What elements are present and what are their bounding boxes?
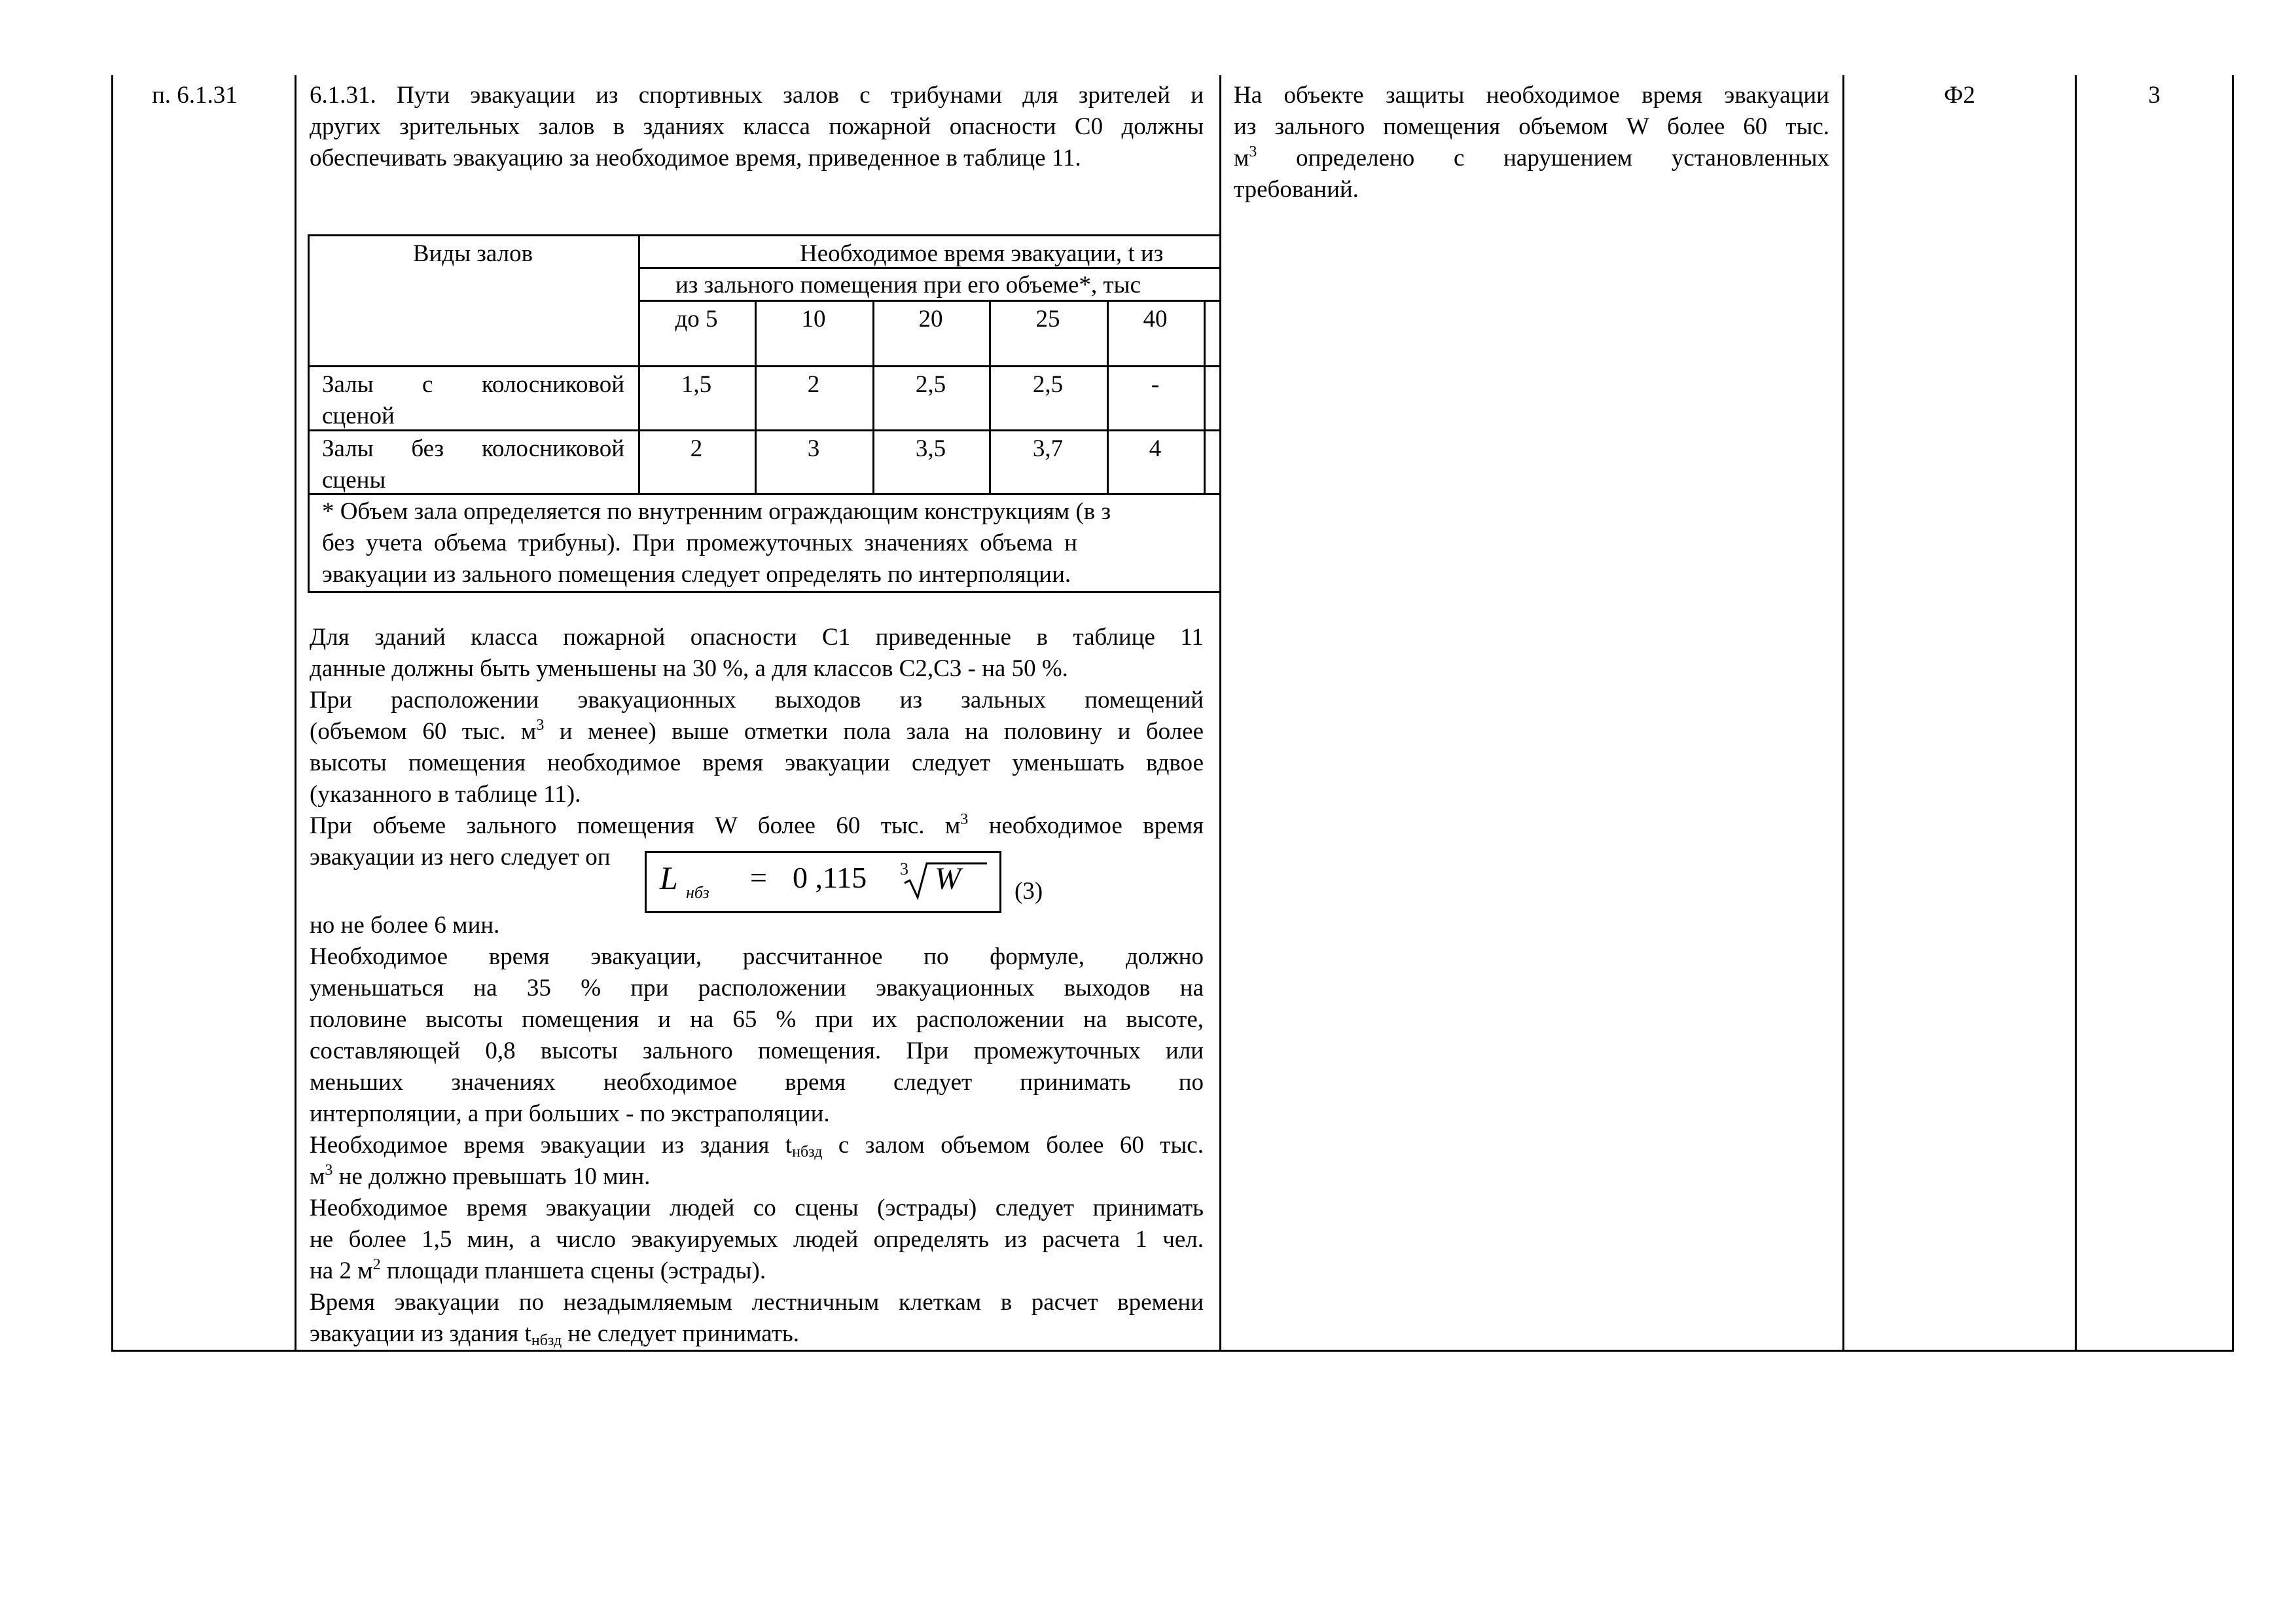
- p5-line-1: Необходимое время эвакуации из здания $t_{нбзд}$ с залом объемом более 60 тыс.: [310, 1132, 1204, 1161]
- p2-line-3: высоты помещения необходимое время эвакуации следует уменьшать вдвое: [310, 749, 1204, 776]
- p4-line-6: интерполяции, а при больших - по экстраполяции.: [310, 1100, 830, 1127]
- intro-line-3: обеспечивать эвакуацию за необходимое время, приведенное в таблице 11.: [310, 145, 1081, 171]
- p4-line-2: уменьшаться на 35 % при расположении эвакуационных выходов на: [310, 975, 1204, 1001]
- table-row-1-value-4: 2,5: [1032, 371, 1064, 398]
- p6-line-3: на 2 $м^2$ площади планшета сцены (эстрады).: [310, 1256, 766, 1284]
- table-footnote: * Объем зала определяется по внутренним ограждающим конструкциям (в з без учета объема трибуны). При промежуточных значениях объема н эвакуации из зального помещения следует определять по интерполяции.: [322, 498, 1111, 588]
- p4-line-5: меньших значениях необходимое время следует принимать по: [310, 1069, 1204, 1096]
- table-header-evac-time: Необходимое время эвакуации, t из: [800, 240, 1164, 267]
- p3-line-2: эвакуации из него следует оп: [310, 844, 611, 871]
- grid-line-right: [2232, 75, 2234, 1352]
- grid-line-left: [111, 75, 113, 1352]
- formula-coefficient: 0 ,115: [793, 861, 867, 894]
- after-formula: но не более 6 мин.: [310, 912, 500, 939]
- table-row-1-value-2: 2: [807, 371, 820, 398]
- row-number: 3: [2148, 82, 2161, 109]
- violation-line-4: требований.: [1234, 176, 1359, 203]
- p6-line-2: не более 1,5 мин, а число эвакуируемых людей определять из расчета 1 чел.: [310, 1226, 1204, 1253]
- intro-line-2: других зрительных залов в зданиях класса пожарной опасности С0 должны: [310, 113, 1204, 140]
- violation-line-2: из зального помещения объемом W более 60 тыс.: [1234, 113, 1829, 140]
- p6-line-1: Необходимое время эвакуации людей со сцены (эстрады) следует принимать: [310, 1195, 1204, 1221]
- p5-line-2: $м^3$ не должно превышать 10 мин.: [310, 1162, 651, 1190]
- formula-lhs: L: [660, 859, 678, 896]
- violation-line-3: $м^3$ определено с нарушением установленных: [1234, 143, 1829, 171]
- rule-intro: [310, 80, 1204, 174]
- p4-line-3: половине высоты помещения и на 65 % при их расположении на высоте,: [310, 1006, 1204, 1033]
- table-row-2-value-5: 4: [1149, 435, 1162, 462]
- p2-line-1: При расположении эвакуационных выходов из зальных помещений: [310, 687, 1204, 713]
- p4-line-4: составляющей 0,8 высоты зального помещения. При промежуточных или: [310, 1038, 1204, 1064]
- grid-line-ref: [295, 75, 296, 1352]
- formula-root-index: 3: [900, 859, 908, 878]
- table-row-1-value-3: 2,5: [915, 371, 946, 398]
- violation-line-1: На объекте защиты необходимое время эвакуации: [1234, 82, 1829, 109]
- table-row-1-value-1: 1,5: [681, 371, 712, 398]
- p4-line-1: Необходимое время эвакуации, рассчитанное по формуле, должно: [310, 943, 1204, 970]
- table-row-1-value-5: -: [1151, 371, 1160, 398]
- classification-code: Ф2: [1944, 82, 1975, 109]
- violation-description: [1234, 80, 1829, 206]
- table-row-2-value-4: 3,7: [1032, 435, 1064, 462]
- formula-equals: =: [750, 861, 767, 894]
- table-row-2-value-2: 3: [807, 435, 820, 462]
- grid-line-text: [1219, 75, 1221, 1352]
- p2-line-2: (объемом 60 тыс. $м^3$ и менее) выше отметки пола зала на половину и более: [310, 717, 1204, 745]
- p7-line-1: Время эвакуации по незадымляемым лестничным клеткам в расчет времени: [310, 1289, 1204, 1316]
- rule-body-continued: [310, 910, 1204, 1350]
- p1-line-1: Для зданий класса пожарной опасности С1 приведенные в таблице 11: [310, 624, 1204, 651]
- volume-col-3: 20: [918, 306, 943, 333]
- p7-line-2: эвакуации из здания $t_{нбзд}$ не следует принимать.: [310, 1320, 800, 1349]
- formula-number: (3): [1014, 878, 1043, 905]
- formula-lhs-sub: нбз: [686, 883, 709, 902]
- formula-3: [645, 851, 1001, 913]
- grid-line-violation: [1842, 75, 1844, 1352]
- grid-line-bottom: [111, 1350, 2234, 1352]
- rule-body: [310, 622, 1204, 873]
- p3-line-1: При объеме зального помещения W более 60 тыс. $м^3$ необходимое время: [310, 811, 1204, 839]
- p1-line-2: данные должны быть уменьшены на 30 %, а для классов С2,С3 - на 50 %.: [310, 655, 1068, 682]
- p2-line-4: (указанного в таблице 11).: [310, 781, 581, 808]
- formula-radicand: W: [935, 861, 961, 896]
- intro-line-1: 6.1.31. Пути эвакуации из спортивных залов с трибунами для зрителей и: [310, 82, 1204, 109]
- grid-line-code: [2075, 75, 2077, 1352]
- table-11: [308, 234, 1219, 593]
- volume-col-5: 40: [1143, 306, 1168, 333]
- volume-col-4: 25: [1035, 306, 1060, 333]
- table-header-volume: из зального помещения при его объеме*, тыс: [675, 272, 1141, 298]
- table-row-1-label: Залы с колосниковой сценой: [322, 371, 624, 429]
- rule-reference: п. 6.1.31: [152, 82, 238, 109]
- table-row-2-label: Залы без колосниковой сцены: [322, 435, 624, 494]
- volume-col-2: 10: [801, 306, 826, 333]
- volume-col-1: до 5: [675, 306, 718, 333]
- table-row-2-value-3: 3,5: [915, 435, 946, 462]
- table-header-hall-types: Виды залов: [412, 240, 533, 267]
- table-row-2-value-1: 2: [690, 435, 703, 462]
